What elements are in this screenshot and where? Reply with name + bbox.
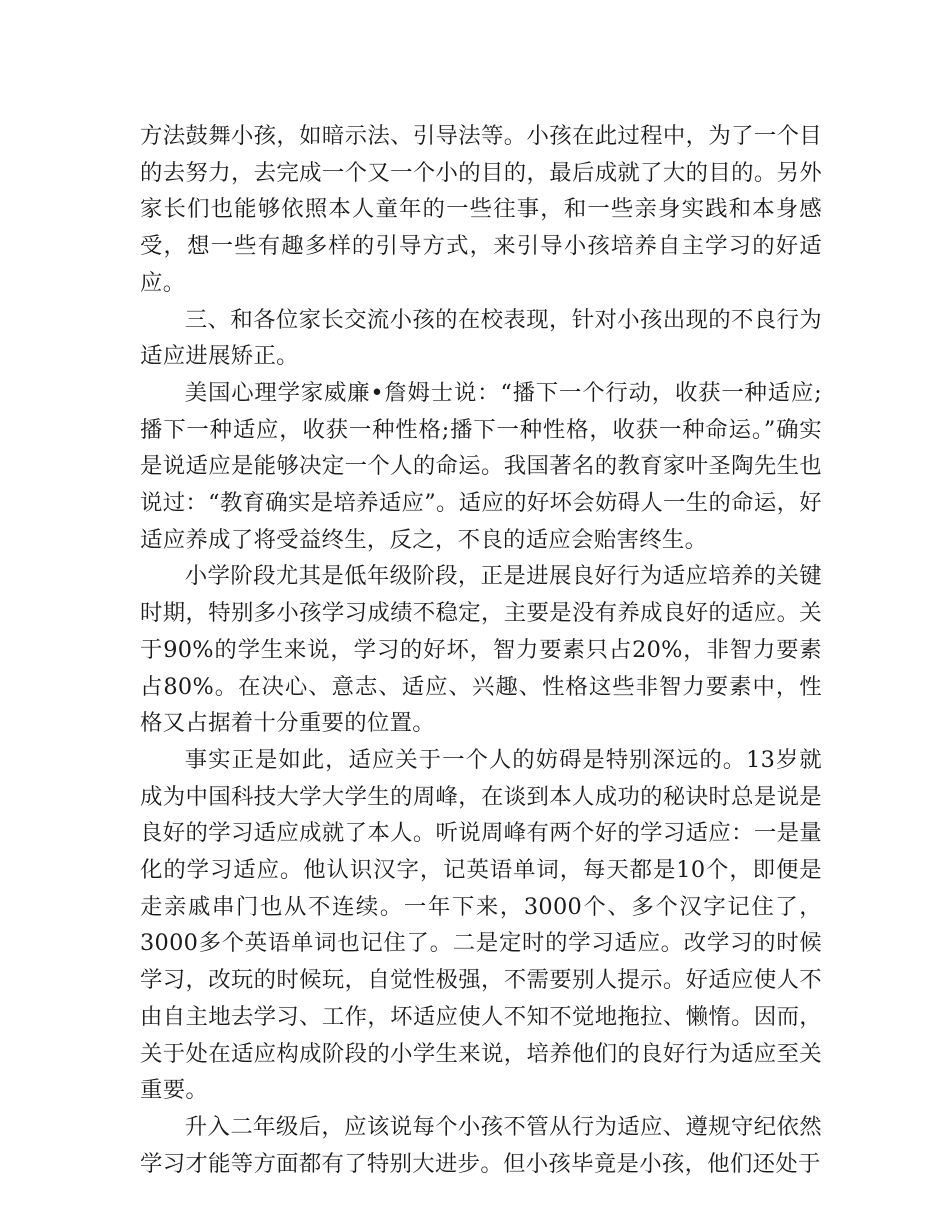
paragraph-4: 小学阶段尤其是低年级阶段，正是进展良好行为适应培养的关键时期，特别多小孩学习成绩不稳定，主要是没有养成良好的适应。关于90%的学生来说，学习的好坏，智力要素只占20%，非智力要素占80%。在决心、意志、适应、兴趣、性格这些非智力要素中，性格又占据着十分重要的位置。: [140, 563, 822, 737]
paragraph-3: 美国心理学家威廉•詹姆士说：“播下一个行动，收获一种适应;播下一种适应，收获一种性格;播下一种性格，收获一种命运。”确实是说适应是能够决定一个人的命运。我国著名的教育家叶圣陶先生也说过：“教育确实是培养适应”。适应的好坏会妨碍人一生的命运，好适应养成了将受益终生，反之，不良的适应会贻害终生。: [140, 379, 822, 553]
paragraph-2-section-heading: 三、和各位家长交流小孩的在校表现，针对小孩出现的不良行为适应进展矫正。: [140, 306, 822, 370]
paragraph-6: 升入二年级后，应该说每个小孩不管从行为适应、遵规守纪依然学习才能等方面都有了特别大进步。但小孩毕竟是小孩，他们还处于: [140, 1113, 822, 1177]
paragraph-5: 事实正是如此，适应关于一个人的妨碍是特别深远的。13岁就成为中国科技大学大学生的周峰，在谈到本人成功的秘诀时总是说是良好的学习适应成就了本人。听说周峰有两个好的学习适应：一是量化的学习适应。他认识汉字，记英语单词，每天都是10个，即便是走亲戚串门也从不连续。一年下来，3000个、多个汉字记住了，3000多个英语单词也记住了。二是定时的学习适应。改学习的时候学习，改玩的时候玩，自觉性极强，不需要别人提示。好适应使人不由自主地去学习、工作，坏适应使人不知不觉地拖拉、懒惰。因而，关于处在适应构成阶段的小学生来说，培养他们的良好行为适应至关重要。: [140, 746, 822, 1104]
document-page: [140, 118, 822, 1182]
paragraph-1: 方法鼓舞小孩，如暗示法、引导法等。小孩在此过程中，为了一个目的去努力，去完成一个又一个小的目的，最后成就了大的目的。另外家长们也能够依照本人童年的一些往事，和一些亲身实践和本身感受，想一些有趣多样的引导方式，来引导小孩培养自主学习的好适应。: [140, 123, 822, 296]
